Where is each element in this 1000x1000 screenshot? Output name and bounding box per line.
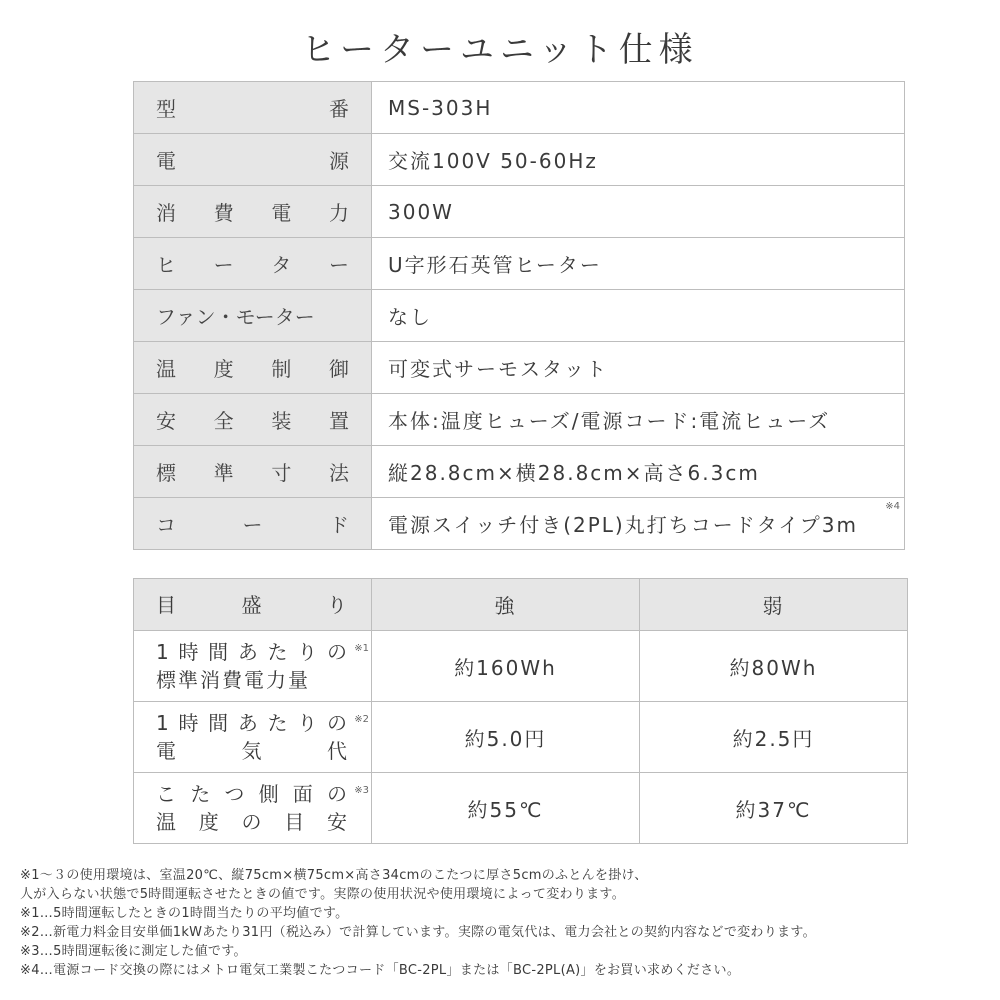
label-char: コ	[156, 513, 176, 537]
spec-row	[134, 498, 905, 550]
label-char: 気	[241, 739, 264, 763]
footnote-line: ※3…5時間運転後に測定した値です。	[20, 944, 247, 959]
spec-value	[372, 186, 905, 238]
spec-label	[134, 290, 372, 342]
energy-strong-value: 約55℃	[372, 773, 640, 844]
spec-label	[134, 342, 372, 394]
label-char: 1	[156, 711, 171, 735]
label-line	[156, 457, 349, 486]
footnote-line: ※1…5時間運転したときの1時間当たりの平均値です。	[20, 906, 349, 921]
label-char: 型	[156, 97, 176, 121]
spec-row	[134, 394, 905, 446]
energy-table	[133, 578, 908, 844]
label-line	[156, 249, 349, 278]
label-char: 標準消費電力量	[156, 668, 310, 692]
label-line	[156, 197, 349, 226]
energy-note: ※1	[354, 643, 369, 654]
label-char: あ	[237, 640, 260, 664]
label-char: こ	[156, 782, 178, 806]
footnote-line: ※2…新電力料金目安単価1kWあたり31円（税込み）で計算しています。実際の電気代は、電力会社との契約内容などで変わります。	[20, 925, 816, 940]
energy-label	[134, 631, 372, 702]
label-char: 温	[156, 357, 176, 381]
label-char: り	[327, 592, 349, 617]
label-char: 度	[213, 357, 234, 381]
label-char: の	[326, 782, 349, 806]
label-char: 面	[292, 782, 315, 806]
energy-weak-value: 約37℃	[640, 773, 908, 844]
label-char: 寸	[271, 461, 292, 485]
label-char: 安	[156, 409, 176, 433]
label-line	[156, 666, 349, 694]
label-char: あ	[237, 711, 260, 735]
label-char: 消	[156, 201, 176, 225]
spec-row	[134, 290, 905, 342]
spec-label	[134, 446, 372, 498]
spec-value-text: 本体:温度ヒューズ/電源コード:電流ヒューズ	[388, 409, 831, 433]
spec-note: ※4	[885, 501, 900, 512]
label-char: 装	[271, 409, 292, 433]
spec-value	[372, 82, 905, 134]
spec-value-text: U字形石英管ヒーター	[388, 253, 602, 277]
label-char: ヒ	[156, 253, 176, 277]
energy-header-row	[134, 579, 908, 631]
label-char: 温	[156, 810, 178, 834]
label-char: 御	[328, 357, 349, 381]
spec-row	[134, 134, 905, 186]
spec-row	[134, 82, 905, 134]
label-char: ー	[242, 513, 263, 537]
label-char: の	[241, 810, 264, 834]
spec-row	[134, 342, 905, 394]
label-line	[156, 145, 349, 174]
label-char: 準	[213, 461, 234, 485]
spec-label	[134, 238, 372, 290]
spec-value-text: MS-303H	[388, 95, 493, 120]
energy-label	[134, 702, 372, 773]
label-char: 全	[213, 409, 234, 433]
label-line	[156, 709, 349, 737]
energy-weak-value: 約2.5円	[640, 702, 908, 773]
label-char: の	[326, 640, 349, 664]
label-line	[156, 509, 349, 538]
spec-label	[134, 394, 372, 446]
spec-value	[372, 342, 905, 394]
footnotes	[20, 866, 1000, 980]
label-char: 間	[208, 640, 231, 664]
energy-note: ※3	[354, 785, 369, 796]
spec-value-text: 電源スイッチ付き(2PL)丸打ちコードタイプ3m	[388, 513, 858, 537]
energy-strong-value: 約5.0円	[372, 702, 640, 773]
label-line	[156, 353, 349, 382]
label-char: ファン・モーター	[156, 305, 315, 329]
label-char: 安	[327, 810, 349, 834]
label-char: た	[190, 782, 213, 806]
spec-value	[372, 498, 905, 550]
spec-value-text: 交流100V 50-60Hz	[388, 149, 598, 173]
label-line	[156, 405, 349, 434]
label-char: 側	[258, 782, 281, 806]
label-char: 電	[156, 149, 176, 173]
label-char: ー	[213, 253, 234, 277]
label-char: 標	[156, 461, 176, 485]
label-char: つ	[224, 782, 247, 806]
spec-value	[372, 134, 905, 186]
label-line	[156, 591, 349, 619]
label-line	[156, 93, 349, 122]
footnote-line: ※4…電源コード交換の際にはメトロ電気工業製こたつコード「BC-2PL」または「BC-2PL(A)」をお買い求めください。	[20, 963, 741, 978]
label-char: 間	[208, 711, 231, 735]
spec-label	[134, 82, 372, 134]
label-char: 度	[198, 810, 221, 834]
label-line	[156, 301, 349, 330]
label-char: り	[297, 711, 320, 735]
spec-row	[134, 238, 905, 290]
label-char: 源	[329, 149, 349, 173]
label-char: 費	[213, 201, 234, 225]
label-char: タ	[271, 253, 292, 277]
energy-note: ※2	[354, 714, 369, 725]
spec-value-text: 300W	[388, 199, 454, 224]
energy-row	[134, 631, 908, 702]
label-char: 目	[284, 810, 307, 834]
label-char: 代	[327, 739, 349, 763]
spec-label	[134, 134, 372, 186]
label-char: 置	[328, 409, 349, 433]
spec-table	[133, 81, 905, 550]
label-char: た	[267, 711, 290, 735]
label-char: 制	[271, 357, 292, 381]
spec-value-text: なし	[388, 305, 432, 329]
energy-header-strong: 強	[372, 579, 640, 631]
energy-weak-value: 約80Wh	[640, 631, 908, 702]
spec-label	[134, 186, 372, 238]
label-char: 番	[329, 97, 349, 121]
spec-value	[372, 446, 905, 498]
label-char: 時	[178, 640, 201, 664]
spec-value	[372, 290, 905, 342]
energy-label	[134, 773, 372, 844]
energy-strong-value: 約160Wh	[372, 631, 640, 702]
label-char: 1	[156, 640, 171, 664]
spec-value-text: 可変式サーモスタット	[388, 357, 608, 381]
energy-row	[134, 702, 908, 773]
label-char: 力	[328, 201, 349, 225]
energy-row	[134, 773, 908, 844]
label-line	[156, 808, 349, 836]
label-char: り	[297, 640, 320, 664]
spec-value-text: 縦28.8cm×横28.8cm×高さ6.3cm	[388, 461, 760, 485]
energy-header-weak: 弱	[640, 579, 908, 631]
label-line	[156, 737, 349, 765]
spec-row	[134, 186, 905, 238]
page-title: ヒーターユニット仕様	[301, 30, 699, 70]
label-char: の	[326, 711, 349, 735]
label-line	[156, 638, 349, 666]
footnote-line: 人が入らない状態で5時間運転させたときの値です。実際の使用状況や使用環境によって変わります。	[20, 887, 625, 902]
spec-label	[134, 498, 372, 550]
footnote-line: ※1～３の使用環境は、室温20℃、縦75cm×横75cm×高さ34cmのこたつに厚さ5cmのふとんを掛け、	[20, 868, 648, 883]
label-char: ド	[329, 513, 349, 537]
label-char: 時	[178, 711, 201, 735]
label-line	[156, 780, 349, 808]
label-char: 目	[156, 592, 178, 617]
label-char: 盛	[241, 592, 264, 617]
spec-value	[372, 238, 905, 290]
spec-row	[134, 446, 905, 498]
energy-header-label	[134, 579, 372, 631]
label-char: 法	[328, 461, 349, 485]
label-char: 電	[156, 739, 178, 763]
spec-value	[372, 394, 905, 446]
label-char: た	[267, 640, 290, 664]
label-char: ー	[328, 253, 349, 277]
label-char: 電	[271, 201, 292, 225]
